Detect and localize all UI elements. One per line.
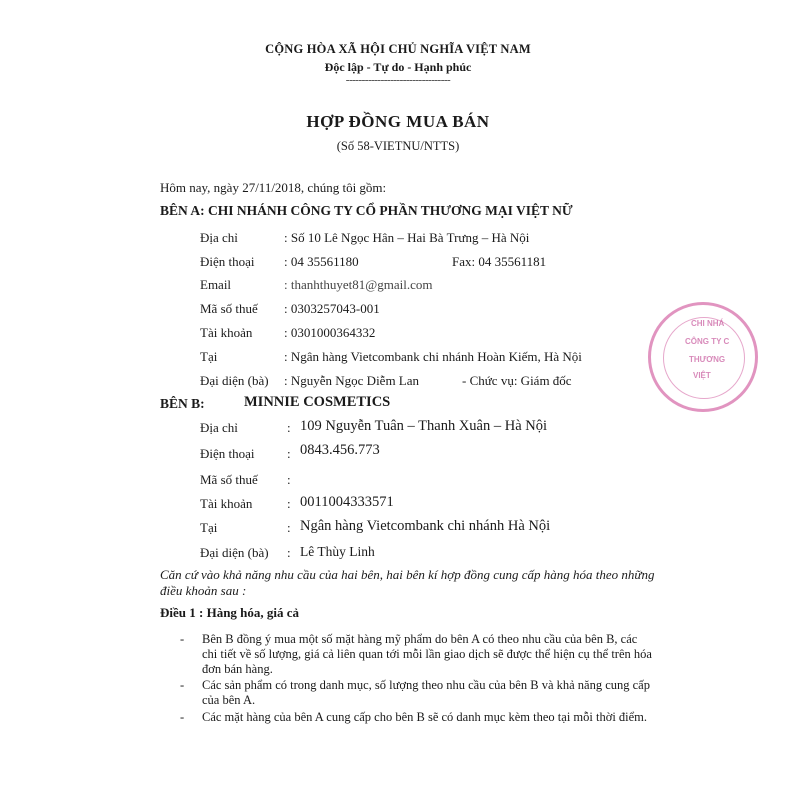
party-b-colon: : — [287, 472, 291, 487]
bullet-dash: - — [180, 710, 185, 724]
seal-text: THƯƠNG — [689, 355, 726, 364]
bullet-dash: - — [180, 632, 185, 646]
party-b-label: Đại diện (bà) — [200, 545, 269, 560]
party-a-account: : 0301000364332 — [284, 325, 376, 340]
article-1-item-text: Các mặt hàng của bên A cung cấp cho bên B sẽ có danh mục kèm theo tại mỗi thời điểm. — [202, 710, 648, 724]
party-b-account: 0011004333571 — [300, 494, 394, 510]
party-a-phone: : 04 35561180 — [284, 254, 359, 269]
party-a-heading: BÊN A: CHI NHÁNH CÔNG TY CỔ PHẦN THƯƠNG MẠI VIỆT NỮ — [160, 203, 573, 218]
header-rule: --------------------------------- — [345, 74, 451, 86]
party-b-label: Điện thoại — [200, 446, 255, 461]
intro-line: Hôm nay, ngày 27/11/2018, chúng tôi gồm: — [160, 180, 387, 195]
party-a-label: Mã số thuế — [200, 301, 258, 316]
party-b-colon: : — [287, 520, 291, 535]
article-1-item-text: đơn bán hàng. — [202, 662, 273, 676]
party-a-position: - Chức vụ: Giám đốc — [462, 373, 572, 388]
party-b-label: Tại — [200, 520, 218, 535]
seal-text: CÔNG TY C — [685, 337, 730, 346]
party-b-colon: : — [287, 545, 291, 560]
party-a-label: Tại — [200, 349, 218, 364]
seal-text: CHI NHÁ — [691, 319, 725, 328]
party-b-colon: : — [287, 420, 291, 435]
bullet-dash: - — [180, 678, 185, 692]
party-a-bank: : Ngân hàng Vietcombank chi nhánh Hoàn Kiếm, Hà Nội — [284, 349, 582, 364]
contract-number: (Số 58-VIETNU/NTTS) — [336, 139, 460, 153]
party-b-representative: Lê Thùy Linh — [300, 544, 375, 559]
motto: Độc lập - Tự do - Hạnh phúc — [324, 60, 472, 74]
party-b-name: MINNIE COSMETICS — [244, 394, 391, 410]
party-a-label: Tài khoản — [200, 325, 253, 340]
party-a-email: : thanhthuyet81@gmail.com — [284, 277, 433, 292]
basis-line: điều khoản sau : — [160, 583, 247, 598]
article-1-item-text: của bên A. — [202, 693, 256, 707]
company-seal — [648, 302, 758, 412]
party-b-address: 109 Nguyễn Tuân – Thanh Xuân – Hà Nội — [300, 418, 548, 434]
party-a-fax: Fax: 04 35561181 — [452, 254, 547, 269]
article-1-item-text: chi tiết về số lượng, giá cả liên quan tới mỗi lần giao dịch sẽ được thể hiện cụ thể trên hóa — [202, 647, 652, 661]
party-a-address: : Số 10 Lê Ngọc Hân – Hai Bà Trưng – Hà Nội — [284, 230, 530, 245]
party-b-colon: : — [287, 496, 291, 511]
party-a-label: Điện thoại — [200, 254, 255, 269]
party-a-tax-code: : 0303257043-001 — [284, 301, 380, 316]
party-a-label: Email — [200, 277, 232, 292]
article-1-item-text: Các sản phẩm có trong danh mục, số lượng theo nhu cầu của bên B và khả năng cung cấp — [202, 678, 650, 692]
basis-line: Căn cứ vào khả năng nhu cầu của hai bên, hai bên kí hợp đồng cung cấp hàng hóa theo những — [160, 567, 655, 582]
party-a-label: Địa chỉ — [200, 230, 238, 245]
party-b-phone: 0843.456.773 — [300, 442, 380, 458]
party-b-label: Tài khoản — [200, 496, 253, 511]
party-b-colon: : — [287, 446, 291, 461]
article-1-heading: Điều 1 : Hàng hóa, giá cả — [160, 605, 300, 620]
party-b-label: Mã số thuế — [200, 472, 258, 487]
party-a-representative: : Nguyễn Ngọc Diễm Lan — [284, 373, 420, 388]
article-1-item-text: Bên B đồng ý mua một số mặt hàng mỹ phẩm do bên A có theo nhu cầu của bên B, các — [202, 632, 638, 646]
document-title: HỢP ĐỒNG MUA BÁN — [306, 112, 490, 131]
party-b-heading: BÊN B: — [160, 396, 205, 411]
party-b-bank: Ngân hàng Vietcombank chi nhánh Hà Nội — [300, 518, 551, 534]
nation-header: CỘNG HÒA XÃ HỘI CHỦ NGHĨA VIỆT NAM — [265, 42, 531, 56]
party-a-label: Đại diện (bà) — [200, 373, 269, 388]
party-b-label: Địa chỉ — [200, 420, 238, 435]
seal-text: VIỆT — [693, 371, 711, 380]
